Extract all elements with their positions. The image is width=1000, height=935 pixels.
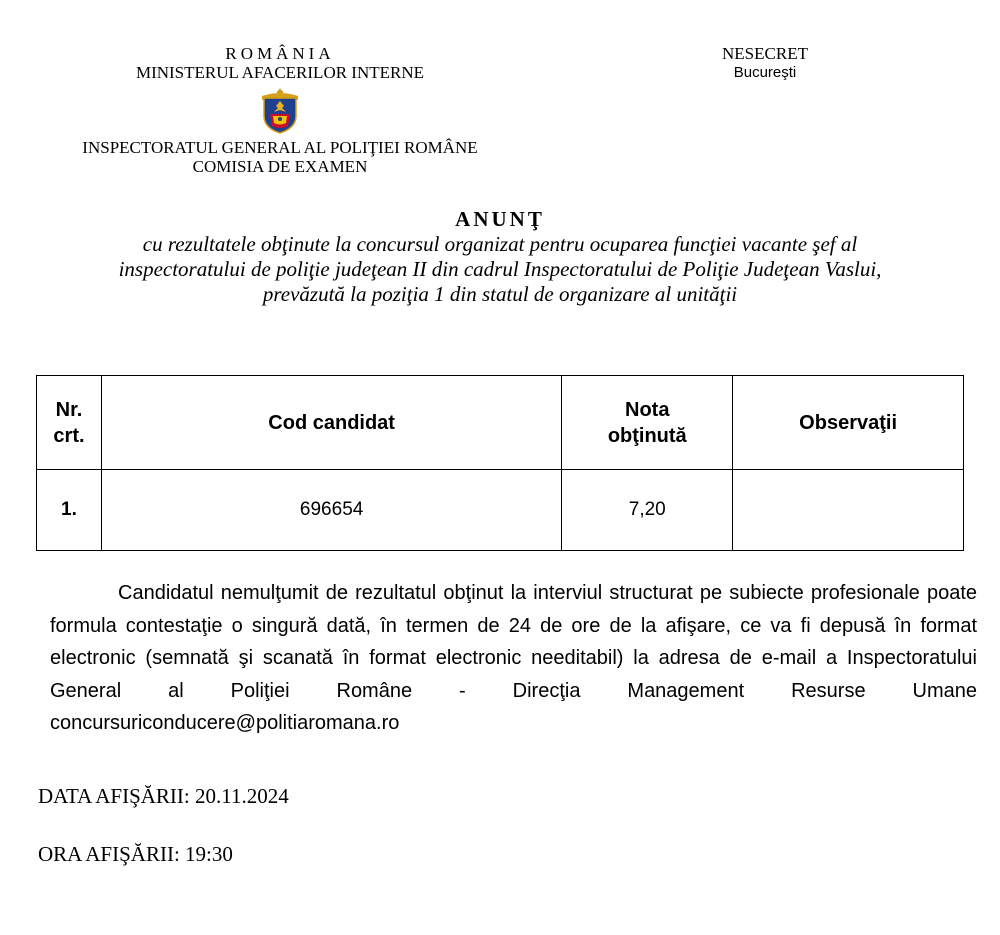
table-row xyxy=(37,470,964,551)
appeal-paragraph: Candidatul nemulţumit de rezultatul obţinut la interviul structurat pe subiecte profesionale poate formula contestaţie o singură dată, în termen de 24 de ore de la afişare, ce va fi depusă în format electronic (semnată şi scanată în format electronic needitabil) la adresa de e-mail a Inspectoratului General al Poliţiei Române - Direcţia Management Resurse Umane concursuriconducere@politiaromana.ro xyxy=(50,582,977,734)
posting-date: DATA AFIŞĂRII: 20.11.2024 xyxy=(38,784,289,808)
announcement-title: ANUNŢ xyxy=(455,207,545,231)
inspectorate-name: INSPECTORATUL GENERAL AL POLIŢIEI ROMÂNE xyxy=(82,138,478,157)
results-table xyxy=(36,375,964,551)
ministry-name: MINISTERUL AFACERILOR INTERNE xyxy=(135,63,425,82)
table-header-row xyxy=(37,376,964,470)
announcement-subtitle-line-2: inspectoratului de poliţie judeţean II din cadrul Inspectoratului de Poliţie Judeţean Vaslui, xyxy=(118,257,882,281)
announcement-subtitle-line-1: cu rezultatele obţinute la concursul organizat pentru ocuparea funcţiei vacante şef al xyxy=(142,232,858,256)
classification-label: NESECRET xyxy=(722,44,808,63)
commission-name: COMISIA DE EXAMEN xyxy=(192,157,368,176)
header-cod-candidat: Cod candidat xyxy=(101,376,561,470)
header-nr-crt: Nr. crt. xyxy=(37,376,102,470)
announcement-heading xyxy=(30,206,970,307)
cell-nr: 1. xyxy=(37,470,102,551)
cell-cod-candidat: 696654 xyxy=(101,470,561,551)
cell-nota: 7,20 xyxy=(562,470,733,551)
header-institution-block xyxy=(40,44,520,176)
posting-time: ORA AFIŞĂRII: 19:30 xyxy=(38,842,233,866)
header-classification-block xyxy=(680,44,850,82)
cell-observatii xyxy=(733,470,964,551)
announcement-subtitle-line-3: prevăzută la poziţia 1 din statul de organizare al unităţii xyxy=(262,282,738,306)
romanian-coat-of-arms-icon xyxy=(258,86,302,134)
country-name: ROMÂNIA xyxy=(225,44,335,63)
header-nota-obtinuta: Nota obţinută xyxy=(562,376,733,470)
city-label: Bucureşti xyxy=(733,64,797,81)
header-observatii: Observaţii xyxy=(733,376,964,470)
